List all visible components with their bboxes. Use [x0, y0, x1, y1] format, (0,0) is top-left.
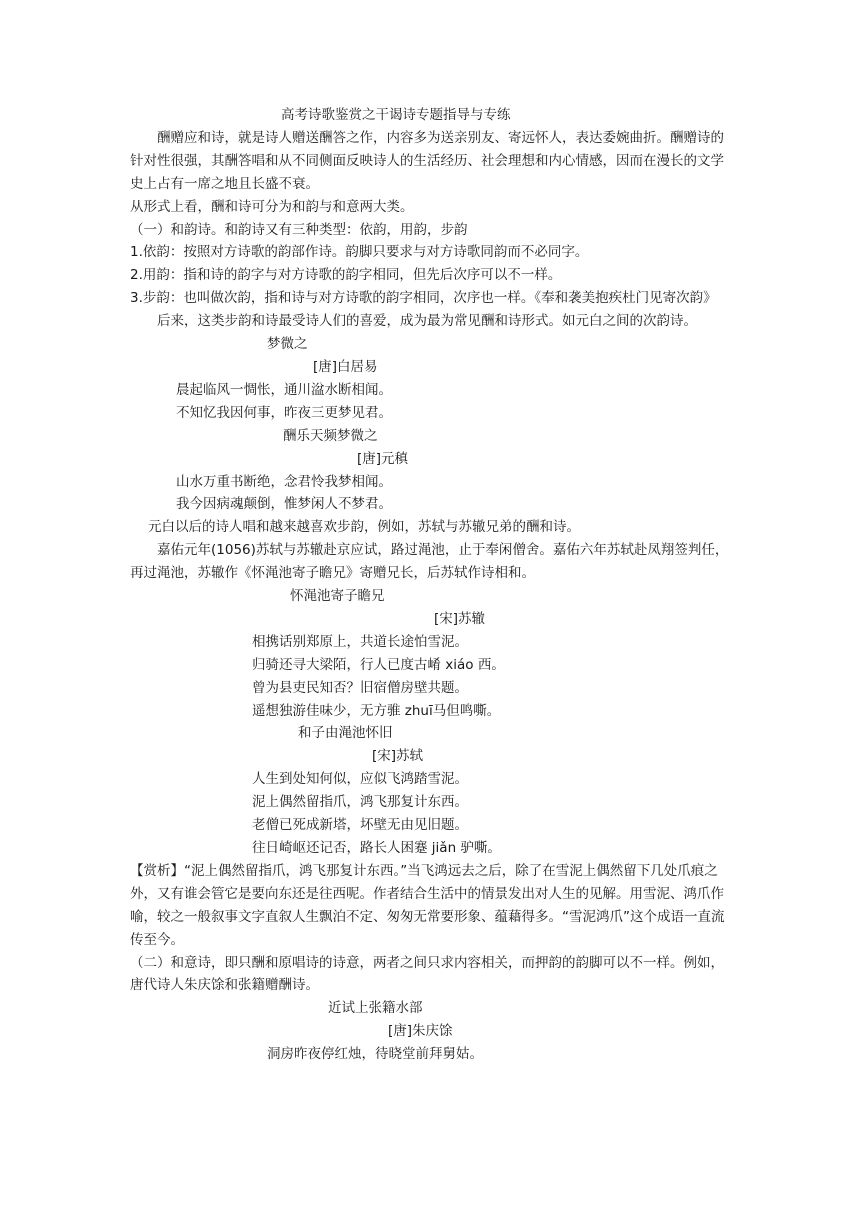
poem-line: 山水万重书断绝，念君怜我梦相闻。 — [176, 473, 392, 490]
document-title: 高考诗歌鉴赏之干谒诗专题指导与专练 — [281, 107, 511, 123]
poem-line: 曾为县吏民知否？旧宿僧房壁共题。 — [252, 679, 468, 696]
document-page — [130, 104, 734, 1066]
poem-author: [宋]苏辙 — [434, 610, 486, 627]
poem-line: 晨起临风一惆怅，通川湓水断相闻。 — [176, 381, 392, 398]
poem-line: 人生到处知何似，应似飞鸿踏雪泥。 — [252, 771, 468, 788]
rhyme-type-1: 1.依韵：按照对方诗歌的韵部作诗。韵脚只要求与对方诗歌同韵而不必同字。 — [130, 244, 589, 261]
poem-title: 和子由渑池怀旧 — [298, 725, 393, 742]
poem-line: 遥想独游佳味少，无方骓 zhuī马但鸣嘶。 — [252, 702, 501, 719]
form-paragraph: 从形式上看，酬和诗可分为和韵与和意两大类。 — [130, 198, 414, 215]
poem-line: 泥上偶然留指爪，鸿飞那复计东西。 — [252, 794, 468, 811]
poem-author: [唐]白居易 — [313, 358, 378, 375]
rhyme-type-2: 2.用韵：指和诗的韵字与对方诗歌的韵字相同，但先后次序可以不一样。 — [130, 267, 562, 284]
section-heading-1: （一）和韵诗。和韵诗又有三种类型：依韵，用韵，步韵 — [130, 221, 468, 238]
section-heading-2: （二）和意诗，即只酬和原唱诗的诗意，两者之间只求内容相关，而押韵的韵脚可以不一样。例如，唐代诗人朱庆馀和张籍赠酬诗。 — [130, 954, 724, 994]
after-yuanbai-paragraph: 元白以后的诗人唱和越来越喜欢步韵，例如，苏轼与苏辙兄弟的酬和诗。 — [148, 519, 580, 536]
later-paragraph: 后来，这类步韵和诗最受诗人们的喜爱，成为最为常见酬和诗形式。如元白之间的次韵诗。 — [157, 313, 697, 330]
poem-author: [唐]元稹 — [357, 450, 409, 467]
poem-author: [宋]苏轼 — [372, 748, 424, 765]
poem-title: 酬乐天频梦微之 — [283, 427, 378, 444]
jiayou-paragraph: 嘉佑元年(1056)苏轼与苏辙赴京应试，路过渑池，止于奉闲僧舍。嘉佑六年苏轼赴凤翔签判任，再过渑池，苏辙作《怀渑池寄子瞻兄》寄赠兄长，后苏轼作诗相和。 — [130, 542, 729, 582]
rhyme-type-3: 3.步韵：也叫做次韵，指和诗与对方诗歌的韵字相同，次序也一样。《奉和袭美抱疾杜门见寄次韵》 — [130, 290, 717, 307]
poem-line: 洞房昨夜停红烛，待晓堂前拜舅姑。 — [267, 1046, 483, 1063]
intro-paragraph: 酬赠应和诗，就是诗人赠送酬答之作，内容多为送亲别友、寄远怀人，表达委婉曲折。酬赠诗的针对性很强，其酬答唱和从不同侧面反映诗人的生活经历、社会理想和内心情感，因而在漫长的文学史上占有一席之地且长盛不衰。 — [130, 129, 724, 192]
poem-title: 梦微之 — [267, 336, 308, 353]
poem-line: 不知忆我因何事，昨夜三更梦见君。 — [176, 404, 392, 421]
poem-author: [唐]朱庆馀 — [388, 1023, 453, 1040]
poem-title: 怀渑池寄子瞻兄 — [290, 588, 385, 605]
poem-line: 相携话别郑原上，共道长途怕雪泥。 — [252, 633, 468, 650]
poem-line: 我今因病魂颠倒，惟梦闲人不梦君。 — [176, 496, 392, 513]
poem-line: 老僧已死成新塔，坏壁无由见旧题。 — [252, 817, 468, 834]
analysis-paragraph: 【赏析】“泥上偶然留指爪，鸿飞那复计东西。”当飞鸿远去之后，除了在雪泥上偶然留下几处爪痕之外，又有谁会管它是要向东还是往西呢。作者结合生活中的情景发出对人生的见解。用雪泥、鸿爪作喻，较之一般叙事文字直叙人生飘泊不定、匆匆无常要形象、蕴藉得多。“雪泥鸿爪”这个成语一直流传至今。 — [130, 862, 725, 948]
poem-line: 往日崎岖还记否，路长人困蹇 jiǎn 驴嘶。 — [252, 840, 501, 856]
poem-line: 归骑还寻大梁陌，行人已度古崤 xiáo 西。 — [252, 656, 505, 673]
poem-title: 近试上张籍水部 — [328, 1000, 423, 1017]
